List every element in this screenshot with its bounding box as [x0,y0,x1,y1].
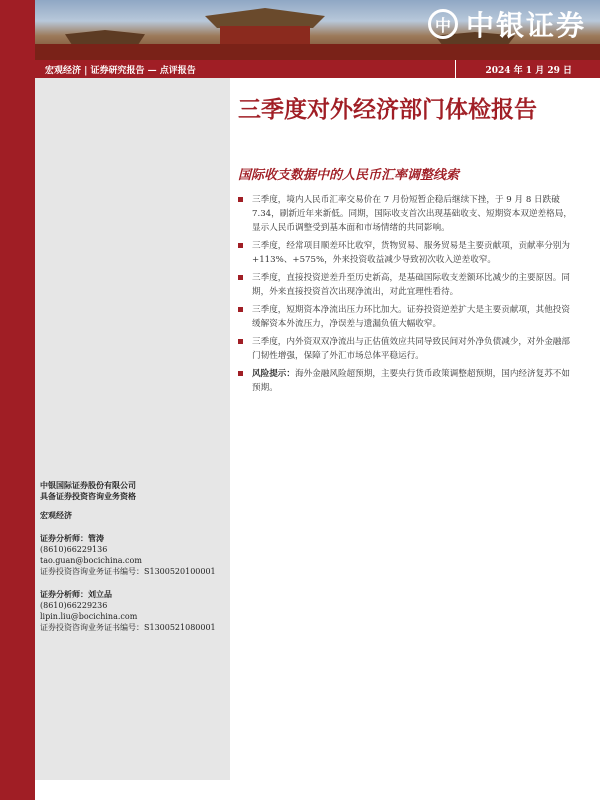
bullet-square-icon [238,197,243,202]
risk-item [238,367,578,395]
analyst-phone: (8610)66229236 [40,601,108,610]
brand-name: 中银证券 [465,9,586,42]
analyst-email[interactable]: lipin.liu@bocichina.com [40,612,138,621]
bullet-square-icon [238,307,243,312]
report-category: 宏观经济 | 证券研究报告 — 点评报告 [45,66,196,76]
strip-divider [455,60,456,78]
risk-text: 海外金融风险超预期，主要央行货币政策调整超预期，国内经济复苏不如预期。 [252,369,570,393]
analyst-phone: (8610)66229136 [40,545,108,554]
summary-text: 三季度，短期资本净流出压力环比加大。证券投资逆差扩大是主要贡献项，其他投资缓解资本外流压力，净误差与遗漏负值大幅收窄。 [252,305,570,329]
summary-text: 三季度，经常项目顺差环比收窄，货物贸易、服务贸易是主要贡献项，贡献率分别为+113%、+575%，外来投资收益减少导致初次收入逆差收窄。 [252,241,570,265]
analyst-info [40,480,228,633]
analyst-name: 证券分析师：刘立品 [40,589,112,599]
brand-logo [428,4,586,44]
left-accent-bar [0,0,35,800]
banner-palace-roof [205,8,325,28]
summary-item [238,271,578,299]
header-strip [35,60,600,78]
analyst-cert: 证券投资咨询业务证书编号：S1300520100001 [40,567,216,576]
summary-item [238,335,578,363]
summary-text: 三季度，直接投资逆差升至历史新高，是基础国际收支差额环比减少的主要原因。同期，外来直接投资首次出现净流出，对此宜理性看待。 [252,273,570,297]
analyst-email[interactable]: tao.guan@bocichina.com [40,556,142,565]
sector-label: 宏观经济 [40,510,72,520]
analyst-cert: 证券投资咨询业务证书编号：S1300521080001 [40,623,216,632]
summary-item [238,193,578,235]
company-name: 中银国际证券股份有限公司 [40,480,136,490]
bullet-square-icon [238,371,243,376]
risk-label: 风险提示： [252,369,295,379]
report-date: 2024 年 1 月 29 日 [485,66,572,76]
bullet-square-icon [238,339,243,344]
banner-roof-left [65,30,145,44]
boc-logo-icon: 中 [428,9,458,39]
company-qualification: 具备证券投资咨询业务资格 [40,491,136,501]
banner-wall [35,44,600,60]
summary-text: 三季度，内外资双双净流出与正估值效应共同导致民间对外净负债减少，对外金融部门韧性增强，保障了外汇市场总体平稳运行。 [252,337,570,361]
bullet-square-icon [238,243,243,248]
summary-list [238,193,578,399]
page-subtitle: 国际收支数据中的人民币汇率调整线索 [238,168,460,183]
bullet-square-icon [238,275,243,280]
sidebar-panel [35,78,230,780]
summary-item [238,303,578,331]
page-title: 三季度对外经济部门体检报告 [238,96,537,123]
summary-text: 三季度，境内人民币汇率交易价在 7 月份短暂企稳后继续下挫，于 9 月 8 日跌破 7.34，刷新近年来新低。同期，国际收支首次出现基础收支、短期资本双逆差格局，显示人民币调整受到基本面和市场情绪的共同影响。 [252,195,572,233]
summary-item [238,239,578,267]
header-banner [35,0,600,60]
analyst-name: 证券分析师：管涛 [40,533,104,543]
